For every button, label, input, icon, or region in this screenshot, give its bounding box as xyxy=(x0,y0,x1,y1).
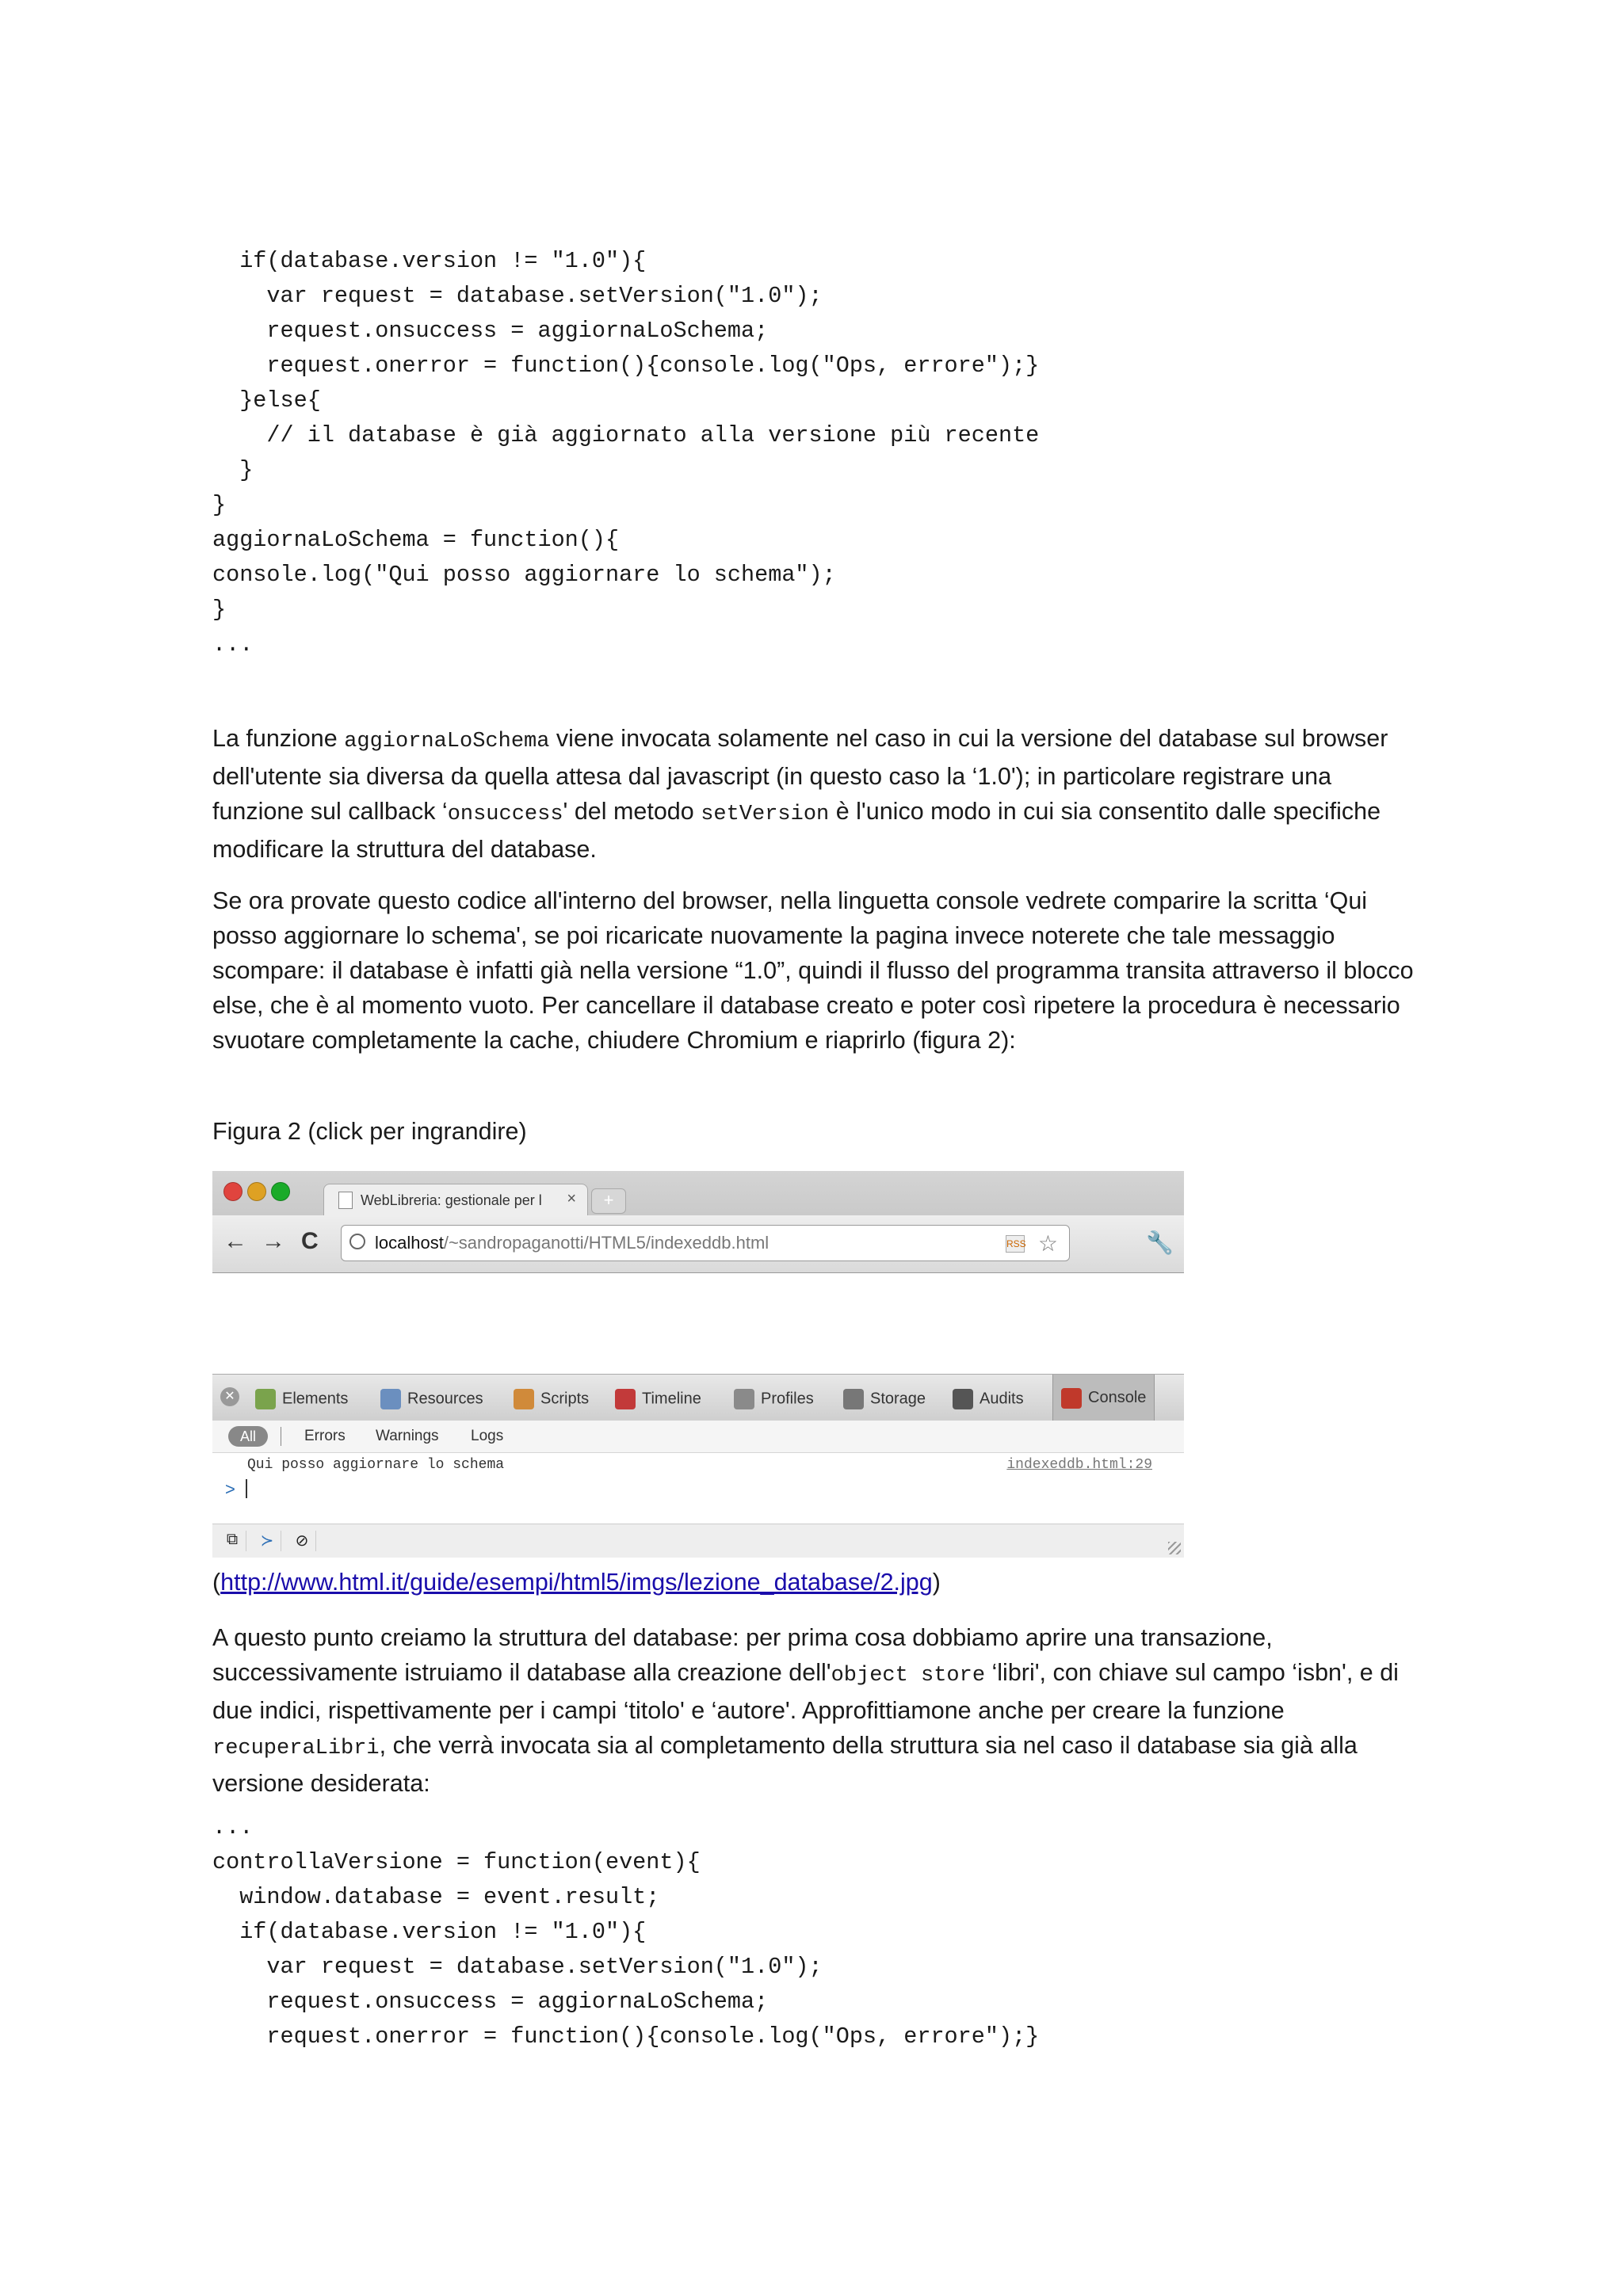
inline-code: setVersion xyxy=(701,803,830,826)
tab-profiles[interactable] xyxy=(734,1389,814,1409)
code-line: request.onerror = function(){console.log("Ops, errore");} xyxy=(212,353,1040,379)
browser-chrome xyxy=(212,1171,1184,1273)
paragraph-text xyxy=(212,1620,1417,1801)
tab-audits[interactable] xyxy=(953,1389,1024,1409)
devtools-bottom-bar xyxy=(212,1524,1184,1558)
clear-console-icon[interactable]: ⊘ xyxy=(288,1531,316,1551)
devtools-panel xyxy=(212,1374,1184,1557)
code-line: var request = database.setVersion("1.0"); xyxy=(212,283,823,309)
paragraph-3 xyxy=(212,1620,1417,1801)
code-line: console.log("Qui posso aggiornare lo schema"); xyxy=(212,562,836,588)
figure-link[interactable]: http://www.html.it/guide/esempi/html5/imgs/lezione_database/2.jpg xyxy=(220,1569,933,1596)
console-prompt: > xyxy=(225,1479,235,1499)
figure-caption: Figura 2 (click per ingrandire) xyxy=(212,1118,527,1145)
code-line: // il database è già aggiornato alla versione più recente xyxy=(212,422,1040,448)
text-run: ‘libri', con chiave sul campo ‘isbn', e di due indici, rispettivamente per i campi ‘titolo' e ‘autore'. Approfittiamone anche per creare la funzione xyxy=(212,1659,1399,1724)
browser-toolbar xyxy=(212,1215,1184,1272)
page-icon xyxy=(338,1192,353,1209)
tab-label: Console xyxy=(1088,1389,1147,1406)
tab-resources[interactable] xyxy=(380,1389,483,1409)
tab-console[interactable] xyxy=(1052,1375,1155,1421)
tab-label: Storage xyxy=(870,1390,926,1408)
paragraph-1 xyxy=(212,721,1417,867)
text-run: viene invocata solamente nel caso in cui la versione del database sul browser dell'utente sia diversa da quella attesa dal javascript (in questo caso la ‘1.0'); in particolare registrare una funzione sul callback ‘ xyxy=(212,725,1388,825)
address-bar[interactable] xyxy=(341,1225,1070,1261)
elements-icon xyxy=(255,1389,276,1409)
tab-label: Audits xyxy=(980,1390,1024,1408)
inline-code: onsuccess xyxy=(447,803,563,826)
tab-label: Profiles xyxy=(761,1390,814,1408)
code-line: } xyxy=(212,457,254,483)
filter-logs[interactable]: Logs xyxy=(471,1428,504,1444)
forward-arrow-icon[interactable]: → xyxy=(262,1228,285,1254)
url-text xyxy=(375,1233,769,1253)
console-icon xyxy=(1061,1388,1082,1409)
filter-errors[interactable]: Errors xyxy=(304,1428,346,1444)
tab-storage[interactable] xyxy=(843,1389,926,1409)
figure-screenshot[interactable] xyxy=(212,1171,1184,1556)
paragraph-text: Se ora provate questo codice all'interno del browser, nella linguetta console vedrete comparire la scritta ‘Qui posso aggiornare lo schema', se poi ricaricate nuovamente la pagina invece noterete che tale messaggio scompare: il database è infatti già nella versione “1.0”, quindi il flusso del programma transita attraverso il blocco else, che è al momento vuoto. Per cancellare il database creato e poter così ripetere la procedura è necessario svuotare completamente la cache, chiudere Chromium e riaprirlo (figura 2): xyxy=(212,887,1414,1054)
console-toggle-icon[interactable]: ≻ xyxy=(254,1531,281,1551)
code-line: } xyxy=(212,597,227,623)
code-listing xyxy=(212,1810,1417,2054)
text-run: è l'unico modo in cui sia consentito dalle specifiche modificare la struttura del database. xyxy=(212,798,1381,863)
rss-icon[interactable]: RSS xyxy=(1006,1235,1025,1253)
filter-warnings[interactable]: Warnings xyxy=(376,1428,439,1444)
new-tab-button[interactable]: + xyxy=(591,1188,626,1214)
page-info-icon xyxy=(349,1234,365,1249)
code-line: request.onsuccess = aggiornaLoSchema; xyxy=(212,318,769,344)
tab-scripts[interactable] xyxy=(514,1389,589,1409)
tab-elements[interactable] xyxy=(255,1389,348,1409)
audits-icon xyxy=(953,1389,973,1409)
tab-close-icon[interactable]: × xyxy=(567,1190,576,1207)
console-message: Qui posso aggiornare lo schema xyxy=(247,1457,505,1473)
tab-title: WebLibreria: gestionale per l xyxy=(361,1192,542,1208)
figure-caption-wrap xyxy=(212,1114,1417,1149)
paragraph-text xyxy=(212,721,1417,867)
tab-label: Timeline xyxy=(642,1390,701,1408)
console-source-link[interactable]: indexeddb.html:29 xyxy=(1006,1457,1152,1473)
text-run: , che verrà invocata sia al completamento della struttura sia nel caso il database sia già alla versione desiderata: xyxy=(212,1732,1358,1797)
dock-icon[interactable]: ⧉ xyxy=(219,1531,246,1551)
code-line: request.onsuccess = aggiornaLoSchema; xyxy=(212,1989,769,2015)
code-line: ... xyxy=(212,631,254,658)
reload-icon[interactable]: C xyxy=(301,1228,319,1254)
code-block-1 xyxy=(212,244,1417,662)
code-line: if(database.version != "1.0"){ xyxy=(212,1919,647,1945)
timeline-icon xyxy=(615,1389,636,1409)
bookmark-star-icon[interactable]: ☆ xyxy=(1037,1231,1058,1256)
tab-label: Elements xyxy=(282,1390,349,1408)
close-window-icon[interactable] xyxy=(223,1182,242,1201)
text-run: A questo punto creiamo la struttura del database: per prima cosa dobbiamo aprire una transazione, successivamente istruiamo il database alla creazione dell' xyxy=(212,1624,1273,1686)
inline-code: object store xyxy=(831,1664,986,1688)
code-line: if(database.version != "1.0"){ xyxy=(212,248,647,274)
code-line: } xyxy=(212,492,227,518)
scripts-icon xyxy=(514,1389,534,1409)
back-arrow-icon[interactable]: ← xyxy=(223,1228,247,1254)
code-line: aggiornaLoSchema = function(){ xyxy=(212,527,620,553)
code-line: var request = database.setVersion("1.0"); xyxy=(212,1954,823,1980)
devtools-close-icon[interactable]: ✕ xyxy=(220,1387,239,1406)
wrench-icon[interactable]: 🔧 xyxy=(1146,1230,1174,1255)
code-line: }else{ xyxy=(212,387,321,414)
code-line: ... xyxy=(212,1814,254,1840)
url-host: localhost xyxy=(375,1233,444,1253)
code-line: request.onerror = function(){console.log("Ops, errore");} xyxy=(212,2023,1040,2050)
resources-icon xyxy=(380,1389,401,1409)
code-line: controllaVersione = function(event){ xyxy=(212,1849,701,1875)
minimize-window-icon[interactable] xyxy=(247,1182,266,1201)
inline-code: aggiornaLoSchema xyxy=(344,730,550,753)
console-input[interactable] xyxy=(246,1479,247,1498)
paren-open: ( xyxy=(212,1569,221,1596)
tab-label: Scripts xyxy=(540,1390,590,1408)
inline-code: recuperaLibri xyxy=(212,1737,380,1760)
paragraph-2 xyxy=(212,883,1417,1058)
devtools-tabs xyxy=(212,1375,1184,1421)
storage-icon xyxy=(843,1389,864,1409)
code-block-2 xyxy=(212,1810,1417,2054)
figure-link-wrap xyxy=(212,1565,1417,1600)
paren-close: ) xyxy=(932,1569,941,1596)
resize-handle-icon[interactable] xyxy=(1168,1542,1181,1554)
text-run: ' del metodo xyxy=(563,798,701,825)
tab-label: Resources xyxy=(407,1390,483,1408)
code-line: window.database = event.result; xyxy=(212,1884,660,1910)
zoom-window-icon[interactable] xyxy=(271,1182,290,1201)
filter-all[interactable]: All xyxy=(228,1426,268,1447)
url-path: /~sandropaganotti/HTML5/indexeddb.html xyxy=(443,1233,769,1253)
code-listing xyxy=(212,244,1417,662)
figure-link-line xyxy=(212,1565,1417,1600)
console-filter-bar xyxy=(212,1421,1184,1453)
profiles-icon xyxy=(734,1389,754,1409)
browser-tab[interactable] xyxy=(323,1184,588,1216)
text-run: La funzione xyxy=(212,725,345,752)
tab-timeline[interactable] xyxy=(615,1389,701,1409)
